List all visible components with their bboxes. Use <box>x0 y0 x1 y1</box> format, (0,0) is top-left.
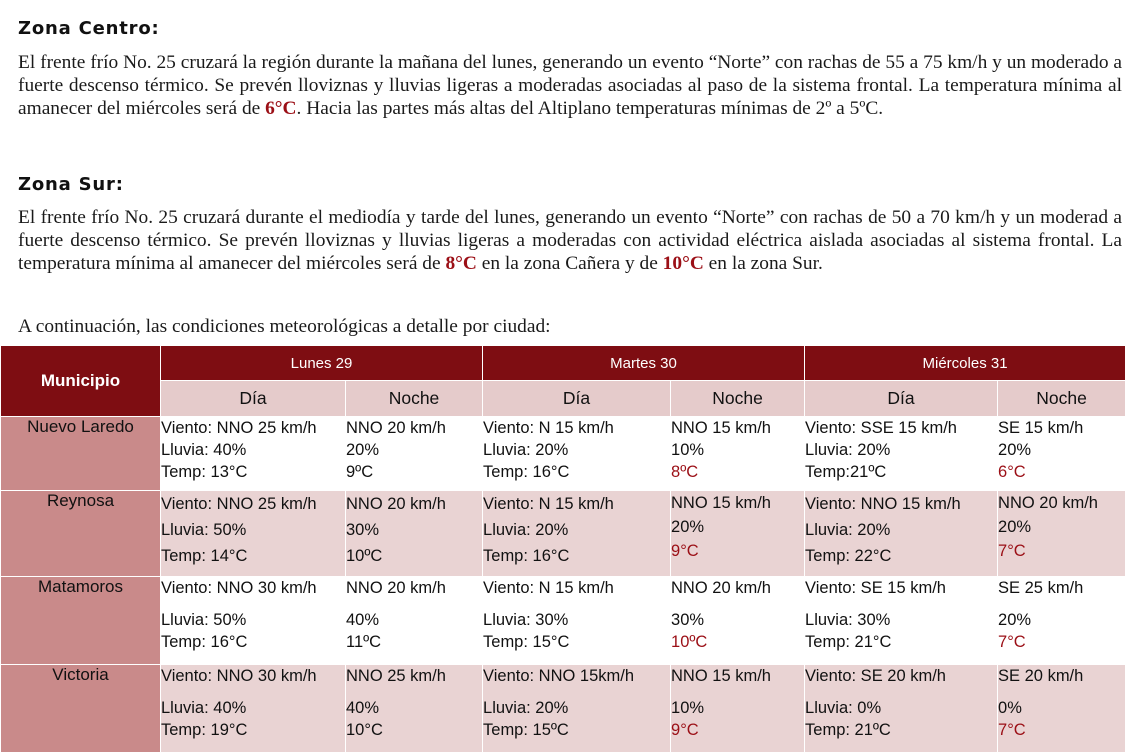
day-header-martes: Martes 30 <box>483 346 805 381</box>
table-row <box>1 491 1125 577</box>
zona-centro-paragraph <box>18 51 1122 120</box>
forecast-cell <box>998 417 1125 491</box>
forecast-line: 7°C <box>998 539 1125 563</box>
forecast-line: Temp:21ºC <box>805 461 997 483</box>
forecast-line: SE 25 km/h <box>998 577 1125 599</box>
subheader-dia: Día <box>161 381 346 417</box>
forecast-cell <box>346 665 483 753</box>
table-row <box>1 417 1125 491</box>
forecast-line: 40% <box>346 609 482 631</box>
forecast-cell <box>805 491 998 577</box>
forecast-cell <box>346 491 483 577</box>
forecast-line: Lluvia: 50% <box>161 517 345 543</box>
zona-sur-temp-sur: 10°C <box>663 253 704 274</box>
forecast-line: 10°C <box>346 719 482 741</box>
forecast-cell <box>161 417 346 491</box>
forecast-cell <box>161 491 346 577</box>
forecast-line: Viento: NNO 25 km/h <box>161 417 345 439</box>
subheader-dia: Día <box>483 381 671 417</box>
zona-sur-paragraph <box>18 206 1122 275</box>
forecast-cell <box>998 491 1125 577</box>
forecast-line: Lluvia: 20% <box>483 439 670 461</box>
forecast-line: Temp: 14°C <box>161 543 345 569</box>
forecast-line: 30% <box>671 609 804 631</box>
forecast-line: Temp: 21ºC <box>805 719 997 741</box>
forecast-cell <box>483 491 671 577</box>
forecast-line: 30% <box>346 517 482 543</box>
forecast-line: Viento: SE 15 km/h <box>805 577 997 599</box>
forecast-line: 9°C <box>671 719 804 741</box>
forecast-line: 10% <box>671 439 804 461</box>
forecast-line: Viento: SSE 15 km/h <box>805 417 997 439</box>
forecast-line: NNO 20 km/h <box>998 491 1125 515</box>
forecast-line: 10ºC <box>346 543 482 569</box>
forecast-line: 20% <box>346 439 482 461</box>
municipio-cell: Matamoros <box>1 577 161 665</box>
subheader-dia: Día <box>805 381 998 417</box>
forecast-line: Viento: NNO 30 km/h <box>161 577 345 599</box>
forecast-line: Viento: N 15 km/h <box>483 491 670 517</box>
forecast-table <box>0 345 1125 753</box>
forecast-cell <box>805 417 998 491</box>
forecast-cell <box>483 417 671 491</box>
forecast-line: 10ºC <box>671 631 804 653</box>
forecast-cell <box>805 665 998 753</box>
forecast-cell <box>161 665 346 753</box>
forecast-line: Viento: NNO 30 km/h <box>161 665 345 687</box>
subheader-noche: Noche <box>671 381 805 417</box>
forecast-line: NNO 20 km/h <box>671 577 804 599</box>
forecast-line: Temp: 21°C <box>805 631 997 653</box>
forecast-line: Lluvia: 30% <box>805 609 997 631</box>
forecast-line: Temp: 15ºC <box>483 719 670 741</box>
zona-sur-temp-canera: 8°C <box>445 253 476 274</box>
forecast-cell <box>998 577 1125 665</box>
forecast-line: NNO 20 km/h <box>346 491 482 517</box>
forecast-line: 11ºC <box>346 631 482 653</box>
subheader-noche: Noche <box>346 381 483 417</box>
forecast-line: 9°C <box>671 539 804 563</box>
forecast-line: Viento: NNO 15 km/h <box>805 491 997 517</box>
table-row <box>1 665 1125 753</box>
forecast-cell <box>671 417 805 491</box>
zona-sur-text-3: en la zona Sur. <box>704 253 823 274</box>
zona-centro-title: Zona Centro: <box>18 18 160 39</box>
forecast-line: Lluvia: 40% <box>161 439 345 461</box>
forecast-line: Temp: 13°C <box>161 461 345 483</box>
forecast-cell <box>805 577 998 665</box>
forecast-cell <box>346 577 483 665</box>
forecast-line: 7°C <box>998 719 1125 741</box>
subheader-noche: Noche <box>998 381 1125 417</box>
forecast-line: Lluvia: 20% <box>483 697 670 719</box>
forecast-line: SE 15 km/h <box>998 417 1125 439</box>
zona-centro-temp: 6°C <box>265 98 296 119</box>
forecast-line: NNO 15 km/h <box>671 665 804 687</box>
forecast-line: 0% <box>998 697 1125 719</box>
forecast-line: 20% <box>998 609 1125 631</box>
forecast-line: 20% <box>998 515 1125 539</box>
forecast-line: Temp: 16°C <box>483 543 670 569</box>
forecast-line: 8ºC <box>671 461 804 483</box>
forecast-cell <box>998 665 1125 753</box>
forecast-line: Lluvia: 0% <box>805 697 997 719</box>
forecast-line: NNO 20 km/h <box>346 577 482 599</box>
forecast-cell <box>161 577 346 665</box>
forecast-line: 9ºC <box>346 461 482 483</box>
forecast-line: NNO 25 km/h <box>346 665 482 687</box>
forecast-line: Temp: 16°C <box>483 461 670 483</box>
forecast-line: Temp: 15°C <box>483 631 670 653</box>
municipio-cell: Victoria <box>1 665 161 753</box>
forecast-line: Viento: NNO 25 km/h <box>161 491 345 517</box>
forecast-line: SE 20 km/h <box>998 665 1125 687</box>
day-header-lunes: Lunes 29 <box>161 346 483 381</box>
forecast-line: 20% <box>671 515 804 539</box>
forecast-line: Viento: N 15 km/h <box>483 417 670 439</box>
zona-centro-text-1: El frente frío No. 25 cruzará la región durante la mañana del lunes, generando un evento “Norte” con rachas de 55 a 75 km/h y un moderado a fuerte descenso térmico. Se prevén lloviznas y lluvias ligeras a moderadas asociadas al paso de la sistema frontal. La temperatura mínima al amanecer del miércoles será de <box>18 52 1122 119</box>
forecast-line: Lluvia: 20% <box>805 439 997 461</box>
forecast-line: Lluvia: 40% <box>161 697 345 719</box>
forecast-line: Viento: NNO 15km/h <box>483 665 670 687</box>
forecast-line: Viento: N 15 km/h <box>483 577 670 599</box>
intro-text: A continuación, las condiciones meteorológicas a detalle por ciudad: <box>18 315 1122 338</box>
forecast-line: Lluvia: 30% <box>483 609 670 631</box>
municipio-header: Municipio <box>1 346 161 417</box>
forecast-cell <box>483 665 671 753</box>
municipio-cell: Nuevo Laredo <box>1 417 161 491</box>
forecast-line: Viento: SE 20 km/h <box>805 665 997 687</box>
forecast-line: 20% <box>998 439 1125 461</box>
forecast-line: 6°C <box>998 461 1125 483</box>
municipio-cell: Reynosa <box>1 491 161 577</box>
forecast-line: Lluvia: 50% <box>161 609 345 631</box>
forecast-line: Temp: 16°C <box>161 631 345 653</box>
forecast-line: 7°C <box>998 631 1125 653</box>
forecast-line: Temp: 19°C <box>161 719 345 741</box>
day-header-miercoles: Miércoles 31 <box>805 346 1125 381</box>
forecast-line: 10% <box>671 697 804 719</box>
forecast-cell <box>671 491 805 577</box>
zona-centro-text-2: . Hacia las partes más altas del Altiplano temperaturas mínimas de 2º a 5ºC. <box>297 98 884 119</box>
zona-sur-text-2: en la zona Cañera y de <box>477 253 663 274</box>
forecast-line: Lluvia: 20% <box>483 517 670 543</box>
forecast-cell <box>671 665 805 753</box>
table-row <box>1 577 1125 665</box>
forecast-line: NNO 15 km/h <box>671 491 804 515</box>
forecast-line: Lluvia: 20% <box>805 517 997 543</box>
forecast-line: 40% <box>346 697 482 719</box>
forecast-cell <box>671 577 805 665</box>
forecast-line: NNO 15 km/h <box>671 417 804 439</box>
forecast-line: NNO 20 km/h <box>346 417 482 439</box>
forecast-line: Temp: 22°C <box>805 543 997 569</box>
zona-sur-text-1: El frente frío No. 25 cruzará durante el mediodía y tarde del lunes, generando un evento “Norte” con rachas de 50 a 70 km/h y un moderad a fuerte descenso térmico. Se prevén lloviznas y lluvias ligeras a moderadas con actividad eléctrica aislada asociadas al sistema frontal. La temperatura mínima al amanecer del miércoles será de <box>18 207 1122 274</box>
zona-sur-title: Zona Sur: <box>18 174 124 195</box>
forecast-cell <box>346 417 483 491</box>
forecast-cell <box>483 577 671 665</box>
